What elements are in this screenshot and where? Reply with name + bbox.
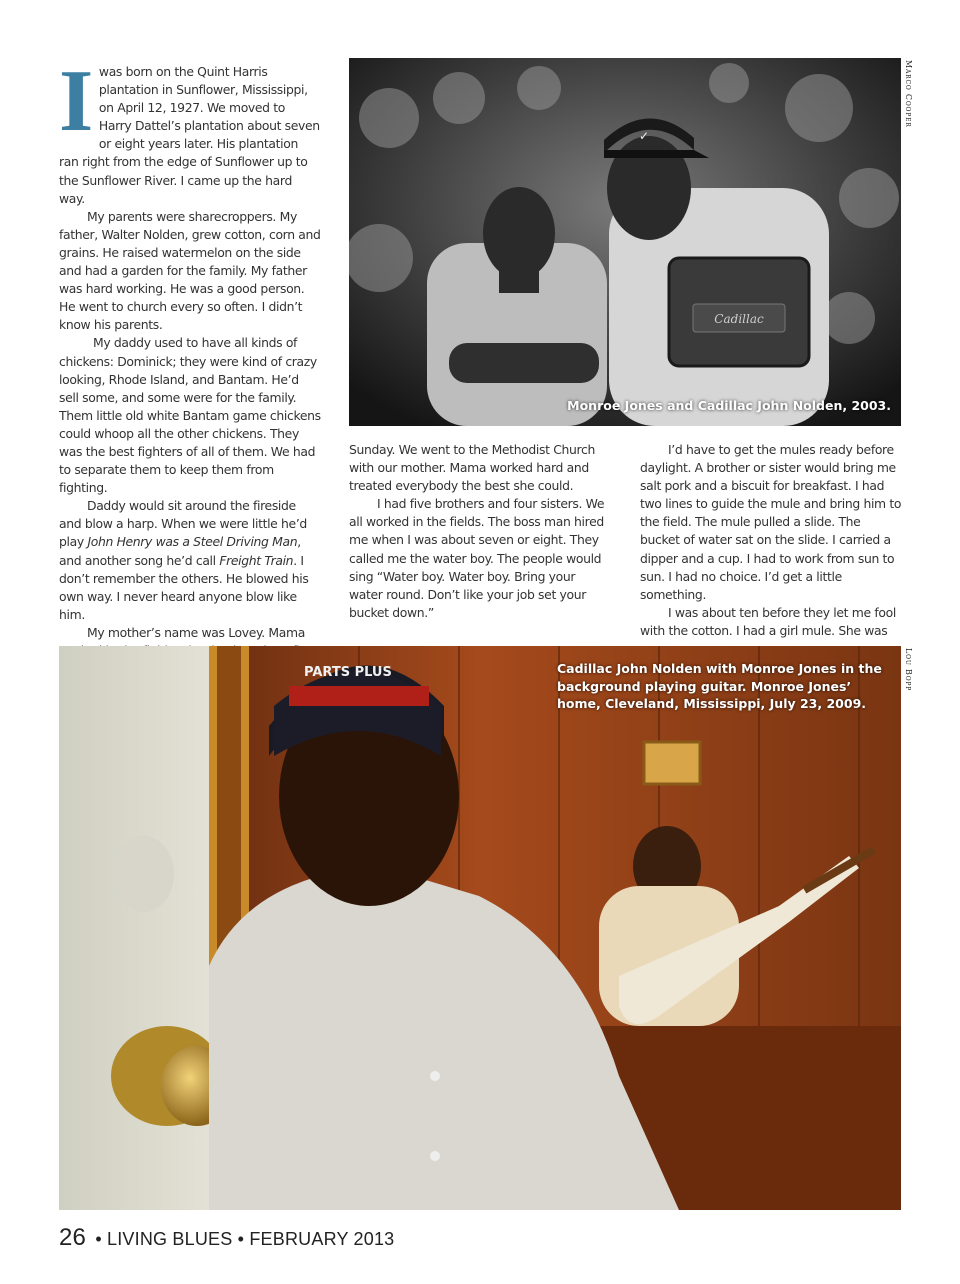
drop-cap: I — [59, 53, 93, 150]
paragraph: I had five brothers and four sisters. We all worked in the fields. The boss man hired me when I was about seven or eight. They called me the water boy. The people would sing “Water boy. Water boy. Bring your water round. Don’t like your job set your bucket down.” — [349, 496, 605, 620]
article-column-3 — [640, 441, 902, 640]
paragraph: Sunday. We went to the Methodist Church with our mother. Mama worked hard and treated everybody the best she could. — [349, 442, 595, 494]
paragraph: My parents were sharecroppers. My father, Walter Nolden, grew cotton, corn and grains. He raised watermelon on the side and had a garden for the family. My father was hard working. He was a good person. He went to church every so often. I didn’t know his parents. — [59, 208, 321, 333]
paragraph: Daddy would sit around the fireside and blow a harp. When we were little he’d play John Henry was a Steel Driving Man, and another song he’d call Freight Train. I don’t remember the others. He blowed his own way. I never heard anyone blow like him. — [59, 498, 309, 622]
paragraph: I was about ten before they let me fool with the cotton. I had a girl mule. She was — [640, 604, 896, 638]
photo-caption: Cadillac John Nolden with Monroe Jones in the background playing guitar. Monroe Jones’ home, Cleveland, Mississippi, July 23, 2009. — [557, 661, 882, 711]
paragraph: My daddy used to have all kinds of chickens: Dominick; they were kind of crazy looking, Rhode Island, and Bantam. He’d sell some, and some were for the family. Them little old white Bantam game chickens could whoop all the other chickens. They was the best fighters of all of them. We had to separate them to keep them from fighting. — [59, 335, 321, 496]
article-column-1 — [59, 53, 321, 696]
song-title: John Henry was a Steel Driving Man — [87, 534, 298, 550]
photo-cadillac-john-with-monroe-jones — [59, 646, 901, 1210]
photo-caption: Monroe Jones and Cadillac John Nolden, 2003. — [567, 397, 891, 413]
photo-credit: Lou Bopp — [904, 648, 913, 692]
cap-logo: ✓ — [639, 129, 650, 143]
paragraph: was born on the Quint Harris plantation in Sunflower, Mississippi, on April 12, 1927. We moved to Harry Dattel’s plantation about seven or eight years later. His plantation ran right from the edge of Sunflower up to the Sunflower River. I came up the hard way. — [59, 64, 320, 206]
cap-text: PARTS PLUS — [304, 665, 392, 680]
article-column-2 — [349, 441, 611, 622]
photo-credit: Marco Cooper — [904, 60, 913, 128]
case-label: Cadillac — [714, 312, 764, 326]
paragraph: My mother’s name was Lovey. Mama — [87, 624, 305, 640]
photo-monroe-jones-and-cadillac-john — [349, 58, 901, 426]
footer-text: • LIVING BLUES • FEBRUARY 2013 — [95, 1229, 395, 1249]
page-footer — [59, 1224, 394, 1252]
song-title: Freight Train — [219, 552, 294, 568]
page-number: 26 — [59, 1224, 87, 1251]
photo-illustration — [349, 58, 901, 426]
photo-illustration — [59, 646, 901, 1210]
paragraph: I’d have to get the mules ready before daylight. A brother or sister would bring me salt pork and a biscuit for breakfast. I had two lines to guide the mule and bring him to the field. The mule pulled a slide. The bucket of water sat on the slide. I carried a dipper and a cup. I had to work from sun to sun. I had no choice. I’d get a little something. — [640, 442, 902, 602]
